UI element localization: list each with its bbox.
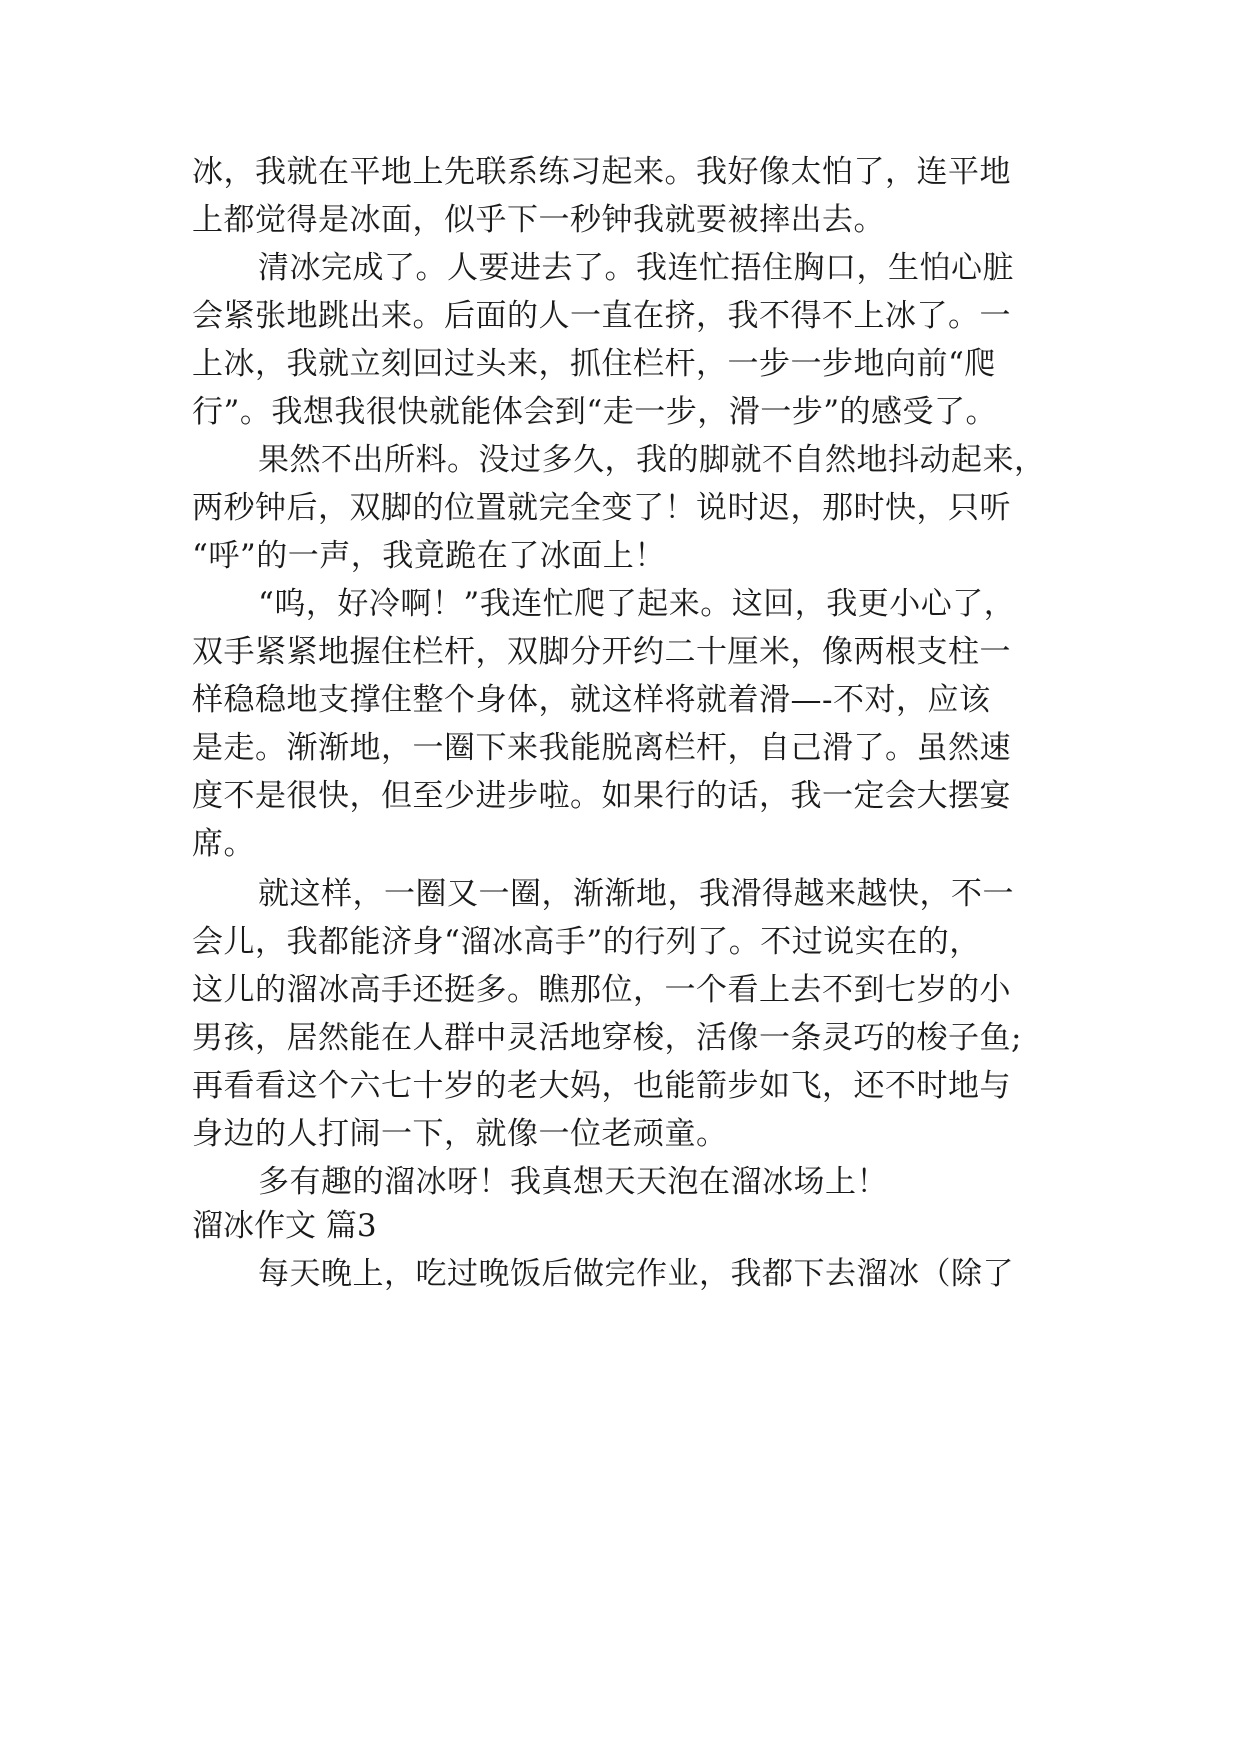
- text-line: 双手紧紧地握住栏杆，双脚分开约二十厘米，像两根支柱一: [192, 634, 1011, 670]
- text-line: 会紧张地跳出来。后面的人一直在挤，我不得不上冰了。一: [192, 298, 1011, 334]
- text-line: 是走。渐渐地，一圈下来我能脱离栏杆，自己滑了。虽然速: [192, 730, 1011, 766]
- text-line: 两秒钟后，双脚的位置就完全变了！说时迟，那时快，只听: [192, 490, 1011, 526]
- text-line: 上都觉得是冰面，似乎下一秒钟我就要被摔出去。: [192, 202, 885, 238]
- section-heading: 溜冰作文 篇3: [192, 1208, 377, 1244]
- paragraph-start: 就这样，一圈又一圈，渐渐地，我滑得越来越快，不一: [258, 876, 1014, 912]
- text-line: 上冰，我就立刻回过头来，抓住栏杆，一步一步地向前“爬: [192, 346, 996, 382]
- paragraph-start: 果然不出所料。没过多久，我的脚就不自然地抖动起来，: [258, 442, 1046, 478]
- text-line: 冰，我就在平地上先联系练习起来。我好像太怕了，连平地: [192, 154, 1011, 190]
- text-line: 样稳稳地支撑住整个身体，就这样将就着滑—-不对，应该: [192, 682, 991, 718]
- text-line: 再看看这个六七十岁的老大妈，也能箭步如飞，还不时地与: [192, 1068, 1011, 1104]
- text-line: 会儿，我都能济身“溜冰高手”的行列了。不过说实在的，: [192, 924, 981, 960]
- text-line: 席。: [192, 826, 255, 862]
- text-line: 这儿的溜冰高手还挺多。瞧那位，一个看上去不到七岁的小: [192, 972, 1011, 1008]
- text-line: 行”。我想我很快就能体会到“走一步，滑一步”的感受了。: [192, 394, 998, 430]
- text-line: 身边的人打闹一下，就像一位老顽童。: [192, 1116, 728, 1152]
- text-line: 度不是很快，但至少进步啦。如果行的话，我一定会大摆宴: [192, 778, 1011, 814]
- paragraph-start: “呜，好冷啊！”我连忙爬了起来。这回，我更小心了，: [258, 586, 1016, 622]
- text-line: “呼”的一声，我竟跪在了冰面上！: [192, 538, 666, 574]
- text-line: 男孩，居然能在人群中灵活地穿梭，活像一条灵巧的梭子鱼;: [192, 1020, 1022, 1056]
- paragraph-start: 清冰完成了。人要进去了。我连忙捂住胸口，生怕心脏: [258, 250, 1014, 286]
- paragraph-start: 多有趣的溜冰呀！我真想天天泡在溜冰场上！: [258, 1164, 888, 1200]
- paragraph-start: 每天晚上，吃过晚饭后做完作业，我都下去溜冰（除了: [258, 1256, 1014, 1292]
